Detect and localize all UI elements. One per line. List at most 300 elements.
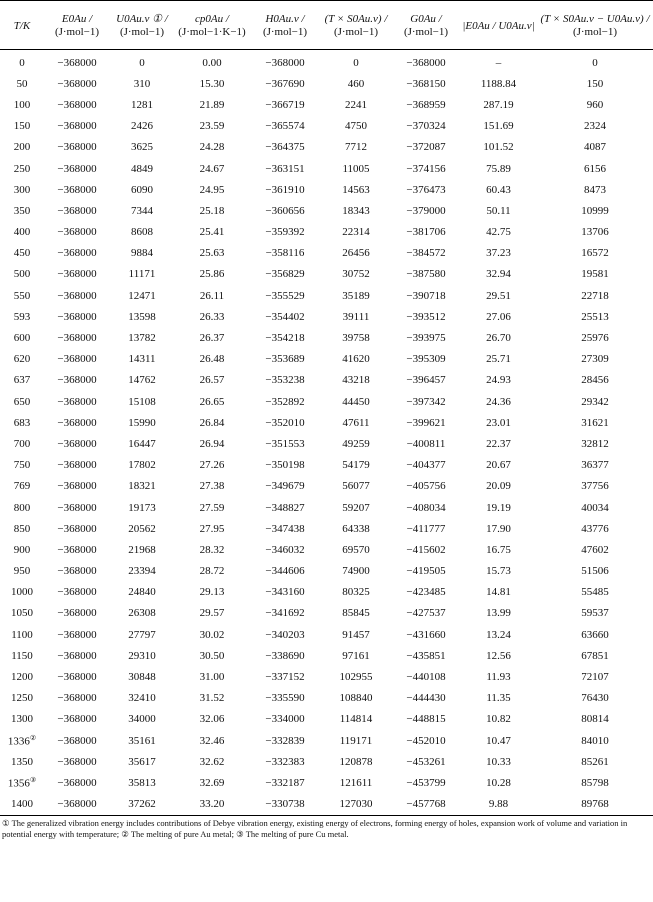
table-cell: −370324	[406, 120, 446, 133]
table-cell: 16572	[581, 247, 609, 260]
table-cell: −368000	[57, 374, 97, 387]
table-footnote: ① The generalized vibration energy includes contributions of Debye vibration energy, existing energy of electrons, forming energy of holes, expansion work of volume and variation in potential energy with temperature; ② The melting of pure Au metal; ③ The melting of pure Cu metal.	[2, 817, 628, 840]
table-cell: 22314	[342, 226, 370, 239]
table-cell: 10.28	[486, 776, 511, 789]
table-cell: 18321	[128, 480, 156, 493]
table-row	[0, 645, 653, 666]
table-row	[0, 518, 653, 539]
table-cell	[0, 794, 44, 816]
table-cell	[0, 582, 44, 603]
table-cell: 23394	[128, 565, 156, 578]
table-cell	[0, 243, 44, 264]
table-cell: −368000	[57, 77, 97, 90]
table-cell: −343160	[265, 586, 305, 599]
table-cell: −368000	[57, 692, 97, 705]
table-cell: 19173	[128, 501, 156, 514]
table-cell: 27.06	[486, 310, 511, 323]
table-cell: −435851	[406, 649, 446, 662]
table-body	[0, 50, 653, 816]
table-cell: 102955	[339, 671, 373, 684]
temperature-value: 850	[13, 522, 31, 535]
table-cell	[0, 50, 44, 74]
table-cell: 310	[133, 77, 151, 90]
col-header: H0Au.v / (J·mol−1)	[250, 1, 320, 50]
table-cell: −368000	[57, 649, 97, 662]
table-cell	[0, 179, 44, 200]
table-cell: 31.52	[199, 692, 225, 705]
table-cell: 12.56	[486, 649, 511, 662]
temperature-value: 350	[13, 204, 31, 217]
temperature-value: 1350	[11, 755, 33, 768]
temperature-value: 250	[13, 162, 31, 175]
table-cell: 29.13	[199, 586, 225, 599]
table-cell: 27797	[128, 628, 156, 641]
table-cell: −440108	[406, 671, 446, 684]
table-cell: 0	[139, 56, 145, 69]
table-row	[0, 772, 653, 793]
table-cell: −332187	[265, 776, 305, 789]
table-cell: 30848	[128, 671, 156, 684]
table-row	[0, 349, 653, 370]
table-cell: 30752	[342, 268, 370, 281]
table-cell: −368000	[57, 98, 97, 111]
table-cell	[0, 688, 44, 709]
table-cell: 13598	[128, 310, 156, 323]
table-cell: 29.51	[486, 289, 511, 302]
table-cell: −352892	[265, 395, 305, 408]
table-cell: 25513	[581, 310, 609, 323]
table-cell: 85261	[581, 755, 609, 768]
table-cell: −457768	[392, 794, 460, 816]
table-cell: 460	[347, 77, 365, 90]
table-row	[0, 370, 653, 391]
table-cell: 15990	[128, 416, 156, 429]
table-cell: 2324	[584, 120, 606, 133]
col-header: E0Au / (J·mol−1)	[44, 1, 110, 50]
table-cell: −390718	[406, 289, 446, 302]
table-cell: 39758	[342, 332, 370, 345]
table-cell: 80814	[581, 713, 609, 726]
temperature-value: 1356	[7, 777, 30, 790]
temperature-value: 300	[13, 183, 31, 196]
col-header: (T × S0Au.v − U0Au.v) / (J·mol−1)	[537, 1, 653, 50]
table-cell	[0, 327, 44, 348]
table-cell: 26.84	[199, 416, 225, 429]
table-cell: 25976	[581, 332, 609, 345]
table-cell: 26.37	[199, 332, 225, 345]
table-cell: 26.65	[199, 395, 225, 408]
table-cell: 32.94	[486, 268, 511, 281]
table-cell: 16447	[128, 437, 156, 450]
temperature-value: 750	[13, 459, 31, 472]
table-cell: 12471	[128, 289, 156, 302]
table-cell: −334000	[265, 713, 305, 726]
table-row	[0, 497, 653, 518]
table-cell: 55485	[581, 586, 609, 599]
table-cell: −368000	[265, 56, 305, 69]
table-cell: −368000	[57, 628, 97, 641]
table-cell: 2426	[131, 120, 153, 133]
table-cell: 43218	[342, 374, 370, 387]
table-cell: −353689	[265, 353, 305, 366]
table-row	[0, 50, 653, 74]
table-cell: −368000	[57, 310, 97, 323]
table-row	[0, 751, 653, 772]
col-header: G0Au / (J·mol−1)	[392, 1, 460, 50]
table-cell	[0, 222, 44, 243]
temperature-value: 150	[13, 120, 31, 133]
temperature-value: 683	[13, 416, 31, 429]
table-cell: 6090	[131, 183, 153, 196]
temperature-value: 1300	[11, 713, 33, 726]
table-cell: 24.93	[486, 374, 511, 387]
table-cell: 39111	[342, 310, 370, 323]
table-cell: 37.23	[486, 247, 511, 260]
table-cell: 24.28	[199, 141, 225, 154]
table-cell: 14563	[342, 183, 370, 196]
table-cell: 60.43	[486, 183, 511, 196]
table-cell: 75.89	[486, 162, 511, 175]
table-cell: −354218	[265, 332, 305, 345]
table-cell: 27.26	[199, 459, 225, 472]
table-cell	[0, 645, 44, 666]
table-cell: 960	[586, 98, 604, 111]
table-row	[0, 137, 653, 158]
table-row	[0, 179, 653, 200]
table-cell: −359392	[265, 226, 305, 239]
table-cell: −419505	[406, 565, 446, 578]
table-cell: 25.18	[199, 204, 225, 217]
table-cell: −365574	[265, 120, 305, 133]
table-cell: −399621	[406, 416, 446, 429]
table-cell: −368000	[57, 480, 97, 493]
table-cell	[0, 666, 44, 687]
table-cell: 42.75	[486, 226, 511, 239]
temperature-value: 900	[13, 543, 31, 556]
temperature-value: 0	[19, 56, 25, 69]
table-cell	[0, 730, 44, 751]
table-cell	[0, 264, 44, 285]
temperature-value: 500	[13, 268, 31, 281]
table-cell: −368000	[57, 332, 97, 345]
table-cell: 31621	[581, 416, 609, 429]
table-cell: −397342	[406, 395, 446, 408]
temperature-value: 650	[13, 395, 31, 408]
table-cell: −368000	[57, 522, 97, 535]
table-cell: 26308	[128, 607, 156, 620]
table-cell: 51506	[581, 565, 609, 578]
temperature-value: 593	[13, 310, 31, 323]
table-cell: 15.30	[199, 77, 225, 90]
table-cell: 28.32	[199, 543, 225, 556]
temperature-value: 200	[13, 141, 31, 154]
col-header: U0Au.v ① / (J·mol−1)	[110, 1, 174, 50]
table-cell: −376473	[406, 183, 446, 196]
table-row	[0, 603, 653, 624]
table-cell: −356829	[265, 268, 305, 281]
temperature-value: 1336	[7, 735, 30, 748]
table-cell: 47602	[581, 543, 609, 556]
table-cell: −368000	[57, 268, 97, 281]
table-cell: −332383	[265, 755, 305, 768]
table-row	[0, 94, 653, 115]
table-cell: 47611	[342, 416, 370, 429]
table-cell: 27309	[581, 353, 609, 366]
table-cell: 16.75	[486, 543, 511, 556]
temperature-value: 1150	[11, 649, 33, 662]
table-cell: −332839	[265, 734, 305, 747]
table-cell: 4750	[345, 120, 367, 133]
table-cell: −368000	[57, 289, 97, 302]
table-cell: −368000	[57, 183, 97, 196]
temperature-value: 600	[13, 332, 31, 345]
table-cell: −368000	[57, 607, 97, 620]
table-cell: 85798	[581, 776, 609, 789]
table-cell: 26.70	[486, 332, 511, 345]
table-cell: 20.67	[486, 459, 511, 472]
table-cell: 35813	[128, 776, 156, 789]
table-cell: 11.93	[486, 671, 511, 684]
table-cell: 85845	[342, 607, 370, 620]
table-row	[0, 243, 653, 264]
table-cell: −444430	[406, 692, 446, 705]
table-cell: −372087	[406, 141, 446, 154]
table-cell	[0, 200, 44, 221]
table-cell: 59537	[581, 607, 609, 620]
table-cell: −353238	[265, 374, 305, 387]
table-cell: −335590	[265, 692, 305, 705]
table-cell: −408034	[406, 501, 446, 514]
table-cell: −348827	[265, 501, 305, 514]
table-cell: −368000	[57, 713, 97, 726]
table-cell: 9.88	[460, 794, 537, 816]
temperature-value: 1100	[11, 628, 33, 641]
table-cell: 26456	[342, 247, 370, 260]
table-cell: −366719	[265, 98, 305, 111]
table-cell	[0, 116, 44, 137]
table-row	[0, 433, 653, 454]
table-cell: 120878	[339, 755, 373, 768]
table-row	[0, 709, 653, 730]
table-cell: 11.35	[486, 692, 511, 705]
table-cell: 10.33	[486, 755, 511, 768]
table-cell	[0, 539, 44, 560]
table-cell: 27.38	[199, 480, 225, 493]
table-cell: −368000	[57, 543, 97, 556]
table-cell: 40034	[581, 501, 609, 514]
table-cell: −368000	[44, 794, 110, 816]
table-cell: 13706	[581, 226, 609, 239]
table-cell: 3625	[131, 141, 153, 154]
table-cell: 150	[586, 77, 604, 90]
table-cell: −367690	[265, 77, 305, 90]
table-cell: 24.36	[486, 395, 511, 408]
temperature-value: 1000	[11, 586, 33, 599]
table-cell: −384572	[406, 247, 446, 260]
table-row	[0, 412, 653, 433]
table-cell: 26.11	[199, 289, 225, 302]
table-cell: −350198	[265, 459, 305, 472]
table-cell: −351553	[265, 437, 305, 450]
table-cell: −423485	[406, 586, 446, 599]
table-cell: 4849	[131, 162, 153, 175]
table-cell	[0, 455, 44, 476]
table-cell: 13782	[128, 332, 156, 345]
table-cell: −368000	[57, 226, 97, 239]
table-cell: 91457	[342, 628, 370, 641]
table-cell	[0, 94, 44, 115]
table-cell: 8608	[131, 226, 153, 239]
temperature-value: 100	[13, 98, 31, 111]
table-cell: −368000	[57, 586, 97, 599]
table-row	[0, 624, 653, 645]
table-cell: 30.50	[199, 649, 225, 662]
table-cell: 19581	[581, 268, 609, 281]
table-cell: 29310	[128, 649, 156, 662]
table-cell: 26.48	[199, 353, 225, 366]
table-cell	[0, 137, 44, 158]
table-cell: 36377	[581, 459, 609, 472]
table-cell: 22.37	[486, 437, 511, 450]
table-cell: 35161	[128, 734, 156, 747]
table-row	[0, 73, 653, 94]
table-cell: −368000	[57, 734, 97, 747]
table-cell: −340203	[265, 628, 305, 641]
table-cell: −368000	[57, 141, 97, 154]
table-cell: −381706	[406, 226, 446, 239]
table-cell: 32410	[128, 692, 156, 705]
table-cell: 49259	[342, 437, 370, 450]
table-row	[0, 666, 653, 687]
table-cell: 20562	[128, 522, 156, 535]
table-row	[0, 285, 653, 306]
table-cell: 26.94	[199, 437, 225, 450]
table-cell: 11171	[128, 268, 156, 281]
table-cell: 59207	[342, 501, 370, 514]
table-cell: 121611	[339, 776, 373, 789]
table-cell: 37262	[110, 794, 174, 816]
table-cell: 50.11	[486, 204, 511, 217]
table-cell: 7712	[345, 141, 367, 154]
table-cell: 23.59	[199, 120, 225, 133]
table-cell: 0	[592, 56, 598, 69]
table-cell: 6156	[584, 162, 606, 175]
table-row	[0, 539, 653, 560]
table-cell: 29342	[581, 395, 609, 408]
table-cell: −368000	[57, 204, 97, 217]
table-cell: −337152	[265, 671, 305, 684]
table-cell: −393975	[406, 332, 446, 345]
table-cell: −368000	[57, 671, 97, 684]
table-row	[0, 391, 653, 412]
table-cell: –	[495, 56, 502, 69]
table-row	[0, 476, 653, 497]
table-cell: 63660	[581, 628, 609, 641]
table-cell: −393512	[406, 310, 446, 323]
col-header: T/K	[0, 1, 44, 50]
temperature-value: 620	[13, 353, 31, 366]
table-cell: 76430	[581, 692, 609, 705]
table-cell: 13.99	[486, 607, 511, 620]
table-cell	[0, 709, 44, 730]
table-cell: 69570	[342, 543, 370, 556]
table-cell: −368000	[57, 776, 97, 789]
table-cell: 35617	[128, 755, 156, 768]
table-cell: 80325	[342, 586, 370, 599]
table-cell: 25.63	[199, 247, 225, 260]
table-cell: 151.69	[483, 120, 514, 133]
table-cell: 21968	[128, 543, 156, 556]
table-cell	[0, 561, 44, 582]
table-cell: −368000	[406, 56, 446, 69]
table-cell: −404377	[406, 459, 446, 472]
table-cell: 23.01	[486, 416, 511, 429]
table-cell: 32.46	[199, 734, 225, 747]
table-row	[0, 116, 653, 137]
table-cell: 32.06	[199, 713, 225, 726]
table-cell: −431660	[406, 628, 446, 641]
table-cell: 64338	[342, 522, 370, 535]
table-cell: 31.00	[199, 671, 225, 684]
table-cell: −355529	[265, 289, 305, 302]
table-cell: 24840	[128, 586, 156, 599]
table-cell: −364375	[265, 141, 305, 154]
table-cell: −411777	[406, 522, 446, 535]
table-cell	[0, 158, 44, 179]
table-cell: 17.90	[486, 522, 511, 535]
col-header: |E0Au / U0Au.v|	[460, 1, 537, 50]
table-cell: 26.33	[199, 310, 225, 323]
table-cell	[0, 624, 44, 645]
table-cell: 9884	[131, 247, 153, 260]
table-cell: −354402	[265, 310, 305, 323]
table-cell: 25.71	[486, 353, 511, 366]
table-cell: −368000	[57, 501, 97, 514]
table-cell: −405756	[406, 480, 446, 493]
table-cell: −346032	[265, 543, 305, 556]
temperature-value: 637	[13, 374, 31, 387]
table-cell: 25.86	[199, 268, 225, 281]
table-cell: −452010	[406, 734, 446, 747]
table-cell: 28.72	[199, 565, 225, 578]
table-cell: −453261	[406, 755, 446, 768]
table-cell: 17802	[128, 459, 156, 472]
table-cell: 19.19	[486, 501, 511, 514]
table-cell: 114814	[339, 713, 373, 726]
table-cell: 32.62	[199, 755, 225, 768]
temperature-value: 50	[16, 77, 28, 90]
table-cell: 14.81	[486, 586, 511, 599]
table-cell: 97161	[342, 649, 370, 662]
table-cell: 127030	[320, 794, 392, 816]
table-cell: −368959	[406, 98, 446, 111]
table-cell: 43776	[581, 522, 609, 535]
table-cell	[0, 391, 44, 412]
table-cell: 28456	[581, 374, 609, 387]
table-cell: 15108	[128, 395, 156, 408]
table-row	[0, 158, 653, 179]
footnote-marker: ②	[29, 733, 37, 742]
table-cell: 11005	[342, 162, 370, 175]
table-cell	[0, 497, 44, 518]
table-cell: 287.19	[483, 98, 514, 111]
table-cell: −368000	[57, 56, 97, 69]
header-row	[0, 1, 653, 50]
table-row	[0, 327, 653, 348]
table-cell: 30.02	[199, 628, 225, 641]
table-cell: −347438	[265, 522, 305, 535]
table-cell: 33.20	[174, 794, 250, 816]
